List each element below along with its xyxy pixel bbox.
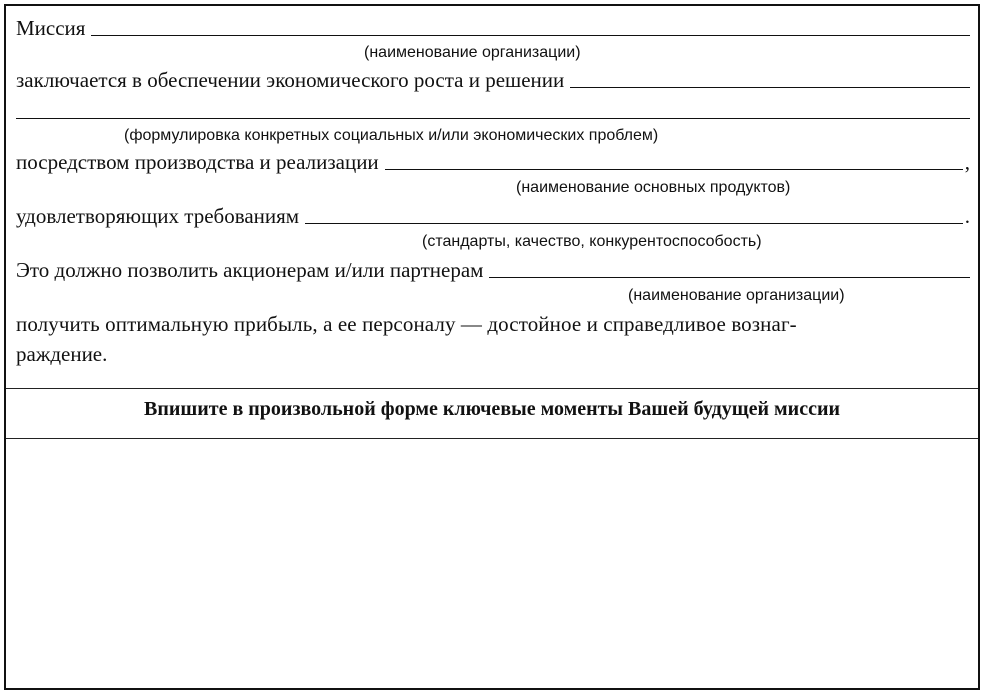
partner-organization-field[interactable] bbox=[489, 277, 970, 278]
problems-field-part1[interactable] bbox=[570, 87, 970, 88]
organization-name-hint: (наименование организации) bbox=[364, 44, 581, 61]
mission-row bbox=[16, 16, 970, 41]
mission-label: Миссия bbox=[16, 16, 86, 40]
closing-line-2: раждение. bbox=[16, 342, 108, 366]
problems-hint: (формулировка конкретных социальных и/или экономических проблем) bbox=[124, 127, 659, 144]
products-row bbox=[16, 150, 970, 175]
problems-row bbox=[16, 100, 970, 124]
requirements-period: . bbox=[964, 204, 970, 228]
exercise-heading: Впишите в произвольной форме ключевые моменты Вашей будущей миссии bbox=[143, 398, 840, 420]
products-comma: , bbox=[964, 150, 970, 174]
problems-field-part2[interactable] bbox=[16, 118, 970, 119]
organization-name-field[interactable] bbox=[91, 35, 970, 36]
mission-template-section bbox=[6, 6, 978, 388]
shareholders-row bbox=[16, 258, 970, 283]
requirements-label: удовлетворяющих требованиям bbox=[16, 204, 300, 228]
closing-line-1: получить оптимальную прибыль, а ее персоналу — достойное и справедливое вознаг- bbox=[16, 312, 797, 336]
products-field[interactable] bbox=[385, 169, 963, 170]
economic-growth-label: заключается в обеспечении экономического роста и решении bbox=[16, 68, 565, 92]
partner-organization-hint: (наименование организации) bbox=[628, 287, 845, 304]
economic-growth-row bbox=[16, 68, 970, 93]
closing-paragraph bbox=[16, 309, 968, 369]
section-divider-bottom bbox=[6, 438, 978, 439]
products-label: посредством производства и реализации bbox=[16, 150, 379, 174]
requirements-row bbox=[16, 204, 970, 229]
requirements-field[interactable] bbox=[305, 223, 963, 224]
mission-answer-area[interactable] bbox=[6, 440, 978, 690]
section-divider-top bbox=[6, 388, 978, 389]
mission-form-frame bbox=[4, 4, 980, 690]
products-hint: (наименование основных продуктов) bbox=[516, 179, 791, 196]
shareholders-label: Это должно позволить акционерам и/или партнерам bbox=[16, 258, 484, 282]
requirements-hint: (стандарты, качество, конкурентоспособость) bbox=[422, 233, 762, 250]
